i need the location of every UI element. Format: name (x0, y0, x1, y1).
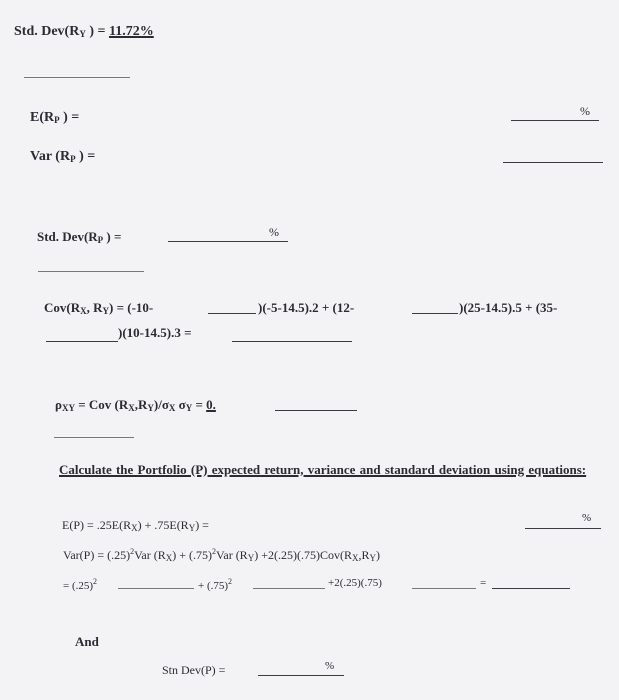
ep-sub-x: X (131, 523, 138, 533)
std-dev-rp-line (37, 229, 121, 245)
varp-fill-b-sup: 2 (228, 577, 233, 586)
cov-eq: ) = (-10- (109, 300, 154, 315)
varp-sub-y: Y (247, 553, 255, 563)
varp-blank-1[interactable] (118, 588, 194, 589)
cov-line2: )(10-14.5).3 = (118, 325, 192, 340)
varp-fill-b-text: + (.75) (198, 580, 229, 592)
varp-sub-x2: X (351, 553, 359, 563)
rho-eq2: = (195, 397, 203, 412)
var-rp-rest: ) = (79, 149, 96, 164)
ep-sub-y: Y (188, 523, 196, 533)
varp-fill-a (63, 577, 97, 592)
std-dev-ry-value: 11.72% (108, 24, 154, 39)
varp-blank-3[interactable] (412, 588, 476, 589)
rho-sig-x: X (168, 403, 176, 413)
ep-equation (62, 518, 209, 533)
stn-dev-label: Stn Dev(P) = (162, 663, 226, 677)
varp-sub-x: X (165, 553, 173, 563)
rho-div: )/σ (153, 397, 169, 412)
cov-line1 (44, 300, 153, 316)
varp-fill-c: +2(.25)(.75) (328, 577, 382, 589)
var-rp-line (30, 149, 95, 165)
stn-dev-blank[interactable] (258, 675, 344, 676)
std-dev-ry-rest: ) = (89, 24, 106, 39)
rho-blank[interactable] (275, 410, 357, 411)
varp-blank-2[interactable] (253, 588, 325, 589)
varp-sup2: 2 (212, 547, 217, 556)
cov-sub-x: X (80, 306, 87, 316)
cov-blank-4[interactable] (232, 341, 352, 342)
std-dev-rp-blank[interactable] (168, 241, 288, 242)
varp-fill-b (198, 577, 232, 592)
rho-value: 0. (206, 397, 216, 412)
cov-blank-1[interactable] (208, 313, 256, 314)
std-dev-ry-sub: Y (79, 29, 86, 39)
rho-comma: ,R (134, 397, 148, 412)
varp-t4: Var (R (216, 548, 248, 562)
cov-part3: )(25-14.5).5 + (35- (459, 300, 558, 315)
ep-blank[interactable] (525, 528, 601, 529)
answer-blank-3[interactable] (54, 437, 134, 438)
cov-part2: )(-5-14.5).2 + (12- (258, 300, 355, 315)
rho-sub-x: X (128, 403, 135, 413)
cov-label: Cov(R (44, 300, 81, 315)
varp-t2: Var (R (134, 548, 166, 562)
rho-symbol: ρ (55, 397, 62, 412)
std-dev-rp-label: Std. Dev(R (37, 229, 98, 244)
std-dev-ry-line (14, 24, 154, 40)
varp-t3: ) + (.75) (172, 548, 213, 562)
std-dev-ry-label: Std. Dev(R (14, 24, 80, 39)
std-dev-rp-rest: ) = (106, 229, 122, 244)
e-rp-line (30, 110, 79, 126)
varp-t5: ) +2(.25)(.75)Cov(R (254, 548, 352, 562)
std-dev-rp-unit: % (269, 225, 279, 239)
varp-t1: Var(P) = (.25) (63, 548, 131, 562)
and-label: And (75, 634, 99, 649)
e-rp-unit: % (580, 104, 590, 118)
e-rp-rest: ) = (63, 110, 80, 125)
calc-heading: Calculate the Portfolio (P) expected return, variance and standard deviation using equations: (59, 462, 587, 477)
rho-sig-y: Y (185, 403, 193, 413)
e-rp-sub: P (54, 115, 60, 125)
stn-dev-unit: % (325, 660, 335, 672)
rho-sub: XY (61, 403, 75, 413)
varp-fill-d: = (480, 577, 487, 589)
rho-line (55, 397, 216, 413)
var-rp-label: Var (R (30, 149, 71, 164)
std-dev-rp-sub: P (97, 235, 104, 245)
rho-sub-y: Y (147, 403, 154, 413)
cov-blank-2[interactable] (412, 313, 458, 314)
varp-equation (63, 547, 380, 563)
ep-text3: ) = (195, 518, 209, 532)
var-rp-blank[interactable] (503, 162, 603, 163)
varp-sup1: 2 (130, 547, 135, 556)
varp-sub-y2: Y (369, 553, 376, 563)
rho-sigma: σ (178, 397, 186, 412)
cov-blank-3[interactable] (46, 341, 118, 342)
rho-eq: = Cov (R (78, 397, 129, 412)
answer-blank-1[interactable] (24, 77, 130, 78)
cov-sub-y: Y (102, 306, 109, 316)
ep-text2: ) + .75E(R (137, 518, 189, 532)
e-rp-blank[interactable] (511, 120, 599, 121)
varp-blank-4[interactable] (492, 588, 570, 589)
varp-t6: ,R (358, 548, 370, 562)
varp-fill-a-sup: 2 (93, 577, 98, 586)
cov-mid: , R (86, 300, 103, 315)
answer-blank-2[interactable] (38, 271, 144, 272)
e-rp-label: E(R (30, 110, 55, 125)
varp-fill-a-text: = (.25) (63, 580, 94, 592)
ep-unit: % (582, 512, 592, 524)
var-rp-sub: P (70, 154, 76, 164)
varp-t7: ) (375, 548, 380, 562)
ep-text1: E(P) = .25E(R (62, 518, 132, 532)
